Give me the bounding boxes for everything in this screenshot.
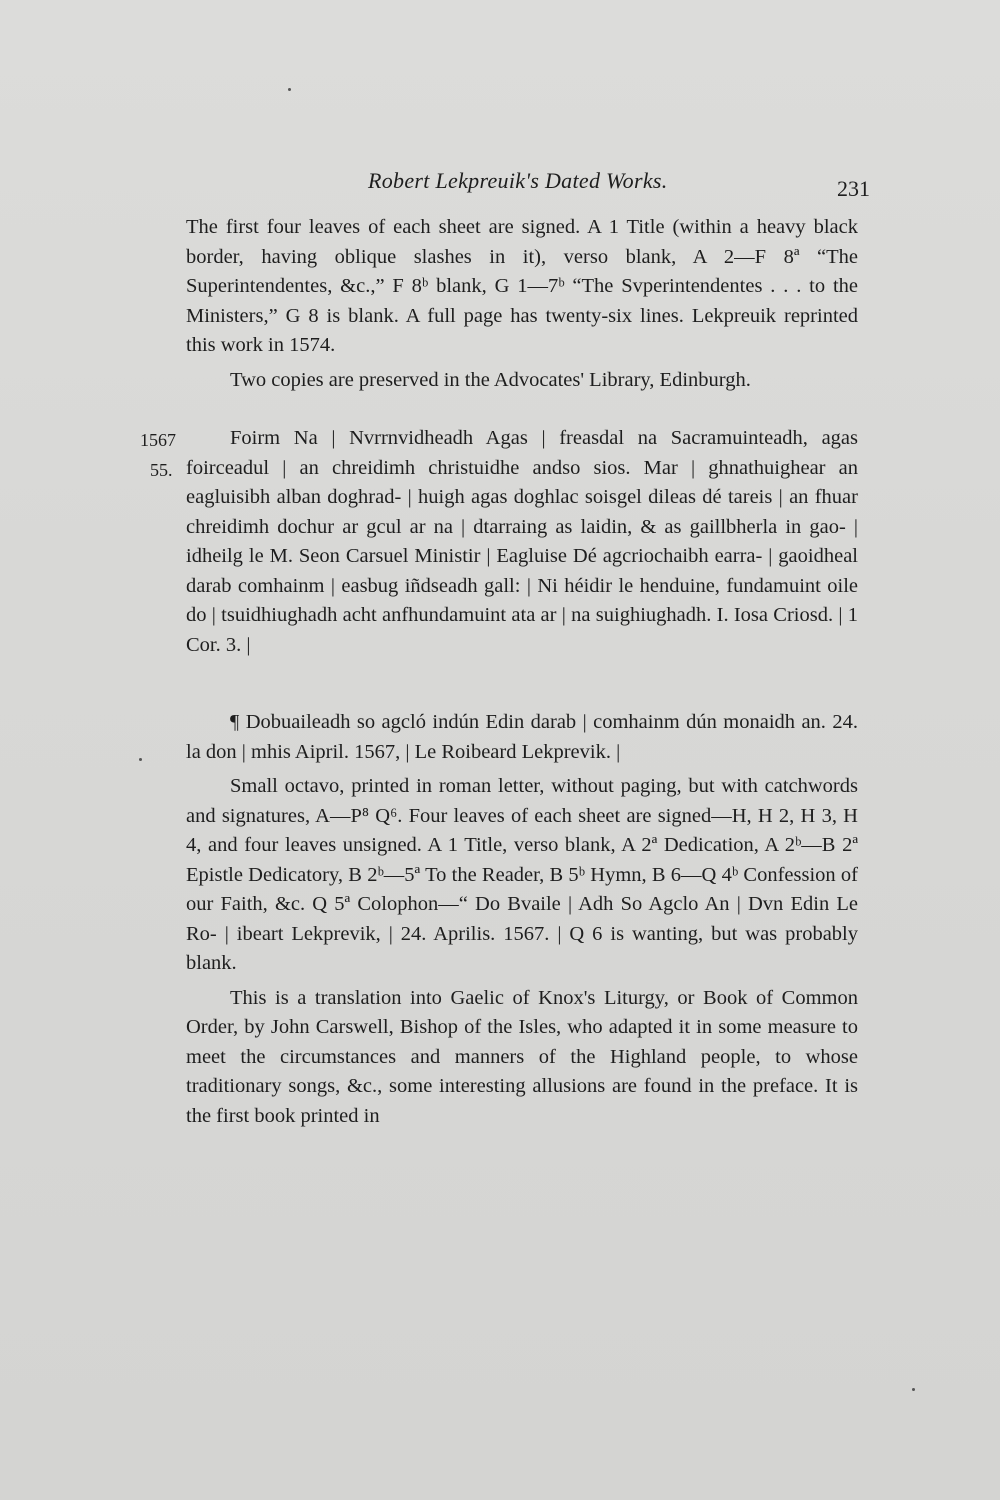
paragraph-description: Small octavo, printed in roman letter, without paging, but with catchwords and signatures, A—P⁸ Q⁶. Four leaves of each sheet are signed—H, H 2, H 3, H 4, and four leaves unsigned. A 1 Title, verso blank, A 2ª Dedication, A 2ᵇ—B 2ª Epistle Dedicatory, B 2ᵇ—5ª To the Reader, B 5ᵇ Hymn, B 6—Q 4ᵇ Confession of our Faith, &c. Q 5ª Colophon—“ Do Bvaile | Adh So Agclo An | Dvn Edin Le Ro- | ibeart Lekprevik, | 24. Aprilis. 1567. | Q 6 is wanting, but was probably blank. <box>186 775 858 974</box>
paragraph-translation: This is a translation into Gaelic of Knox's Liturgy, or Book of Common Order, by John Carswell, Bishop of the Isles, who adapted it in some measure to meet the circumstances and manners of the Highland people, to whose traditionary songs, &c., some interesting allusions are found in the preface. It is the first book printed in <box>186 986 858 1127</box>
text-block-entry <box>186 424 858 665</box>
paragraph-copies: Two copies are preserved in the Advocates' Library, Edinburgh. <box>230 368 751 391</box>
paper-speck <box>288 88 291 91</box>
text-block-top <box>186 213 858 400</box>
margin-note-year: 1567 <box>140 430 176 450</box>
page-number: 231 <box>837 176 870 201</box>
paper-speck <box>912 1388 915 1391</box>
text-block-bottom <box>186 708 858 1136</box>
paper-speck <box>139 758 142 761</box>
entry-title: Foirm Na | Nvrrnvidheadh Agas | freasdal na Sacramuinteadh, agas foirceadul | an chreidimh christuidhe andso sios. Mar | ghnathuighear an eagluisibh alban doghrad- | huigh agas doghlac soisgel dileas dé tareis | an fhuar chreidimh dochur ar gcul ar na | dtarraing as laidin, & as gaillbherla in gao- | idheilg le M. Seon Carsuel Ministir | Eagluise Dé agcriochaibh earra- | gaoidheal darab comhainm | easbug iñdseadh gall: | Ni héidir le henduine, fundamuint oile do | tsuidhiughadh acht anfhundamuint ata ar | na suighiughadh. I. Iosa Criosd. | 1 Cor. 3. | <box>186 427 858 656</box>
running-title: Robert Lekpreuik's Dated Works. <box>368 168 668 193</box>
paragraph-signatures: The first four leaves of each sheet are signed. A 1 Title (within a heavy black border, having oblique slashes in it), verso blank, A 2—F 8ª “The Superintendentes, &c.,” F 8ᵇ blank, G 1—7ᵇ “The Svperintendentes . . . to the Ministers,” G 8 is blank. A full page has twenty-six lines. Lekpreuik reprinted this work in 1574. <box>186 216 858 356</box>
paragraph-colophon: ¶ Dobuaileadh so agcló indún Edin darab | comhainm dún monaidh an. 24. la don | mhis Aipril. 1567, | Le Roibeard Lekprevik. | <box>186 711 858 763</box>
margin-note-number: 55. <box>150 460 173 480</box>
